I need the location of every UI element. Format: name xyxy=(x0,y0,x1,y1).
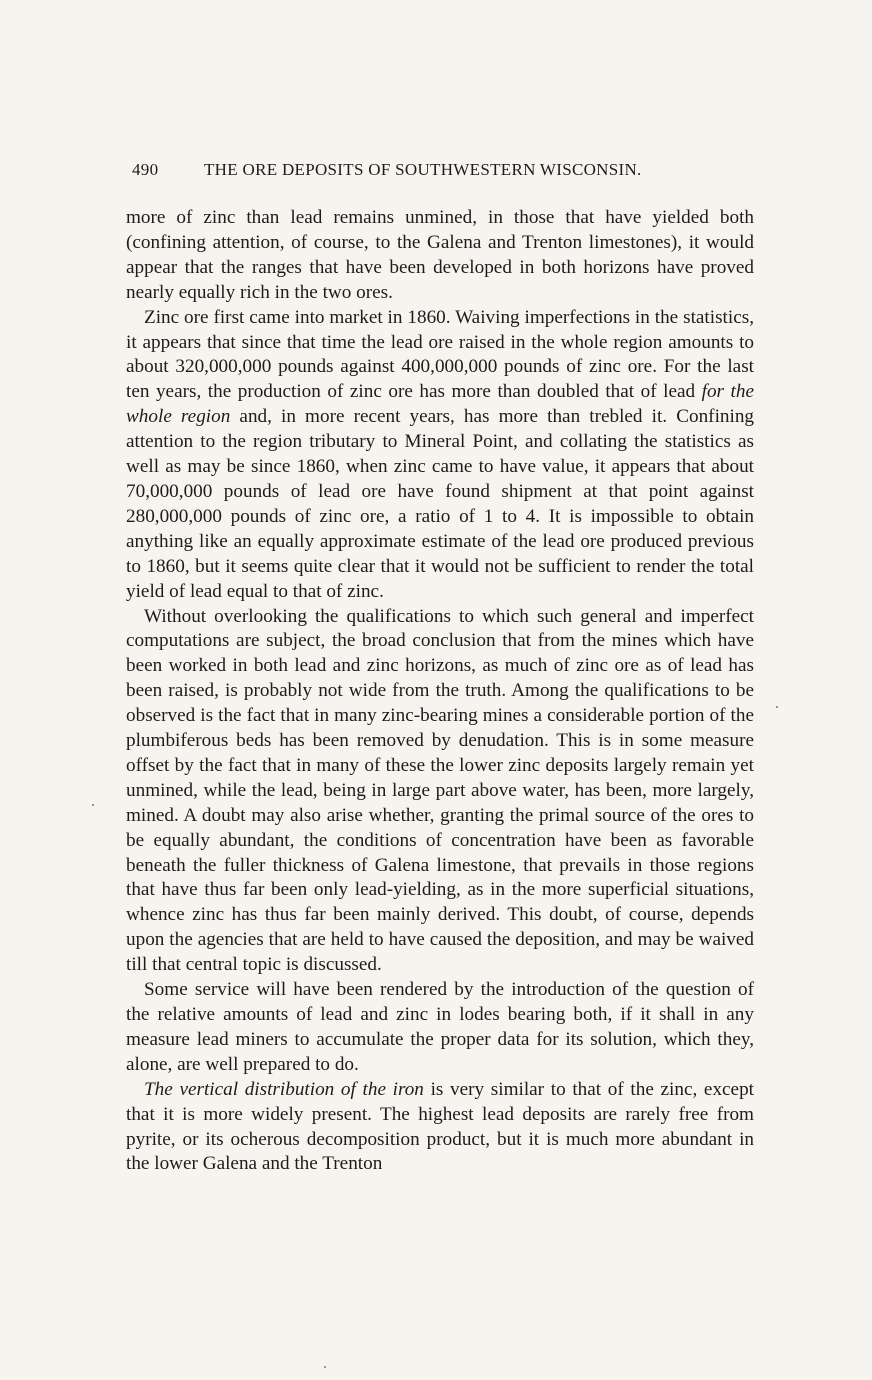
paragraph-iron-distribution: The vertical distribution of the iron is very similar to that of the zinc, except that it is more widely present. The highest lead deposits are rarely free from pyrite, or its ocherous decomposition product, but it is much more abundant in the lower Galena and the Trenton xyxy=(126,1078,754,1175)
paragraph-qualifications: Without overlooking the qualifications to which such general and imperfect computations are subject, the broad conclusion that from the mines which have been worked in both lead and zinc horizons, as much of zinc ore as of lead has been raised, is probably not wide from the truth. Among the qualifications to be observed is the fact that in many zinc-bearing mines a considerable portion of the plumbiferous beds has been removed by denudation. This is in some measure offset by the fact that in many of these the lower zinc deposits largely remain yet unmined, while the lead, being in large part above water, has been, more largely, mined. A doubt may also arise whether, granting the primal source of the ores to be equally abundant, the conditions of concentration have been as favorable beneath the fuller thickness of Galena limestone, that prevails in those regions that have thus far been only lead-yielding, as in the more superficial situations, whence zinc has thus far been mainly derived. This doubt, of course, depends upon the agencies that are held to have caused the deposition, and may be waived till that central topic is discussed. xyxy=(126,605,754,976)
paragraph-zinc-market: Zinc ore first came into market in 1860. Waiving imperfections in the statistics, it appears that since that time the lead ore raised in the whole region amounts to about 320,000,000 pounds against 400,000,000 pounds of zinc ore. For the last ten years, the production of zinc ore has more than doubled that of lead for the whole region and, in more recent years, has more than trebled it. Confining attention to the region tributary to Mineral Point, and collating the statistics as well as may be since 1860, when zinc came to have value, it appears that about 70,000,000 pounds of lead ore have found shipment at that point against 280,000,000 pounds of zinc ore, a ratio of 1 to 4. It is impossible to obtain anything like an equally approximate estimate of the lead ore produced previous to 1860, but it seems quite clear that it would not be sufficient to render the total yield of lead equal to that of zinc. xyxy=(126,306,755,602)
paragraph-service: Some service will have been rendered by the introduction of the question of the relative amounts of lead and zinc in lodes bearing both, if it shall in any measure lead miners to accumulate the proper data for its solution, which they, alone, are well prepared to do. xyxy=(126,979,754,1075)
body-text xyxy=(126,206,754,1177)
paper-speck xyxy=(92,804,94,806)
paper-speck xyxy=(324,1366,326,1368)
paper-speck xyxy=(776,706,778,708)
paragraph-continuation: more of zinc than lead remains unmined, in those that have yielded both (confining attention, of course, to the Galena and Trenton limestones), it would appear that the ranges that have been developed in both horizons have proved nearly equally rich in the two ores. xyxy=(126,207,754,303)
italic-heading: The vertical distribution of the iron xyxy=(144,1078,424,1100)
running-title: THE ORE DEPOSITS OF SOUTHWESTERN WISCONSIN. xyxy=(204,160,642,179)
running-header xyxy=(132,160,680,180)
page-number: 490 xyxy=(132,160,159,179)
italic-phrase: for the whole region xyxy=(126,381,754,428)
